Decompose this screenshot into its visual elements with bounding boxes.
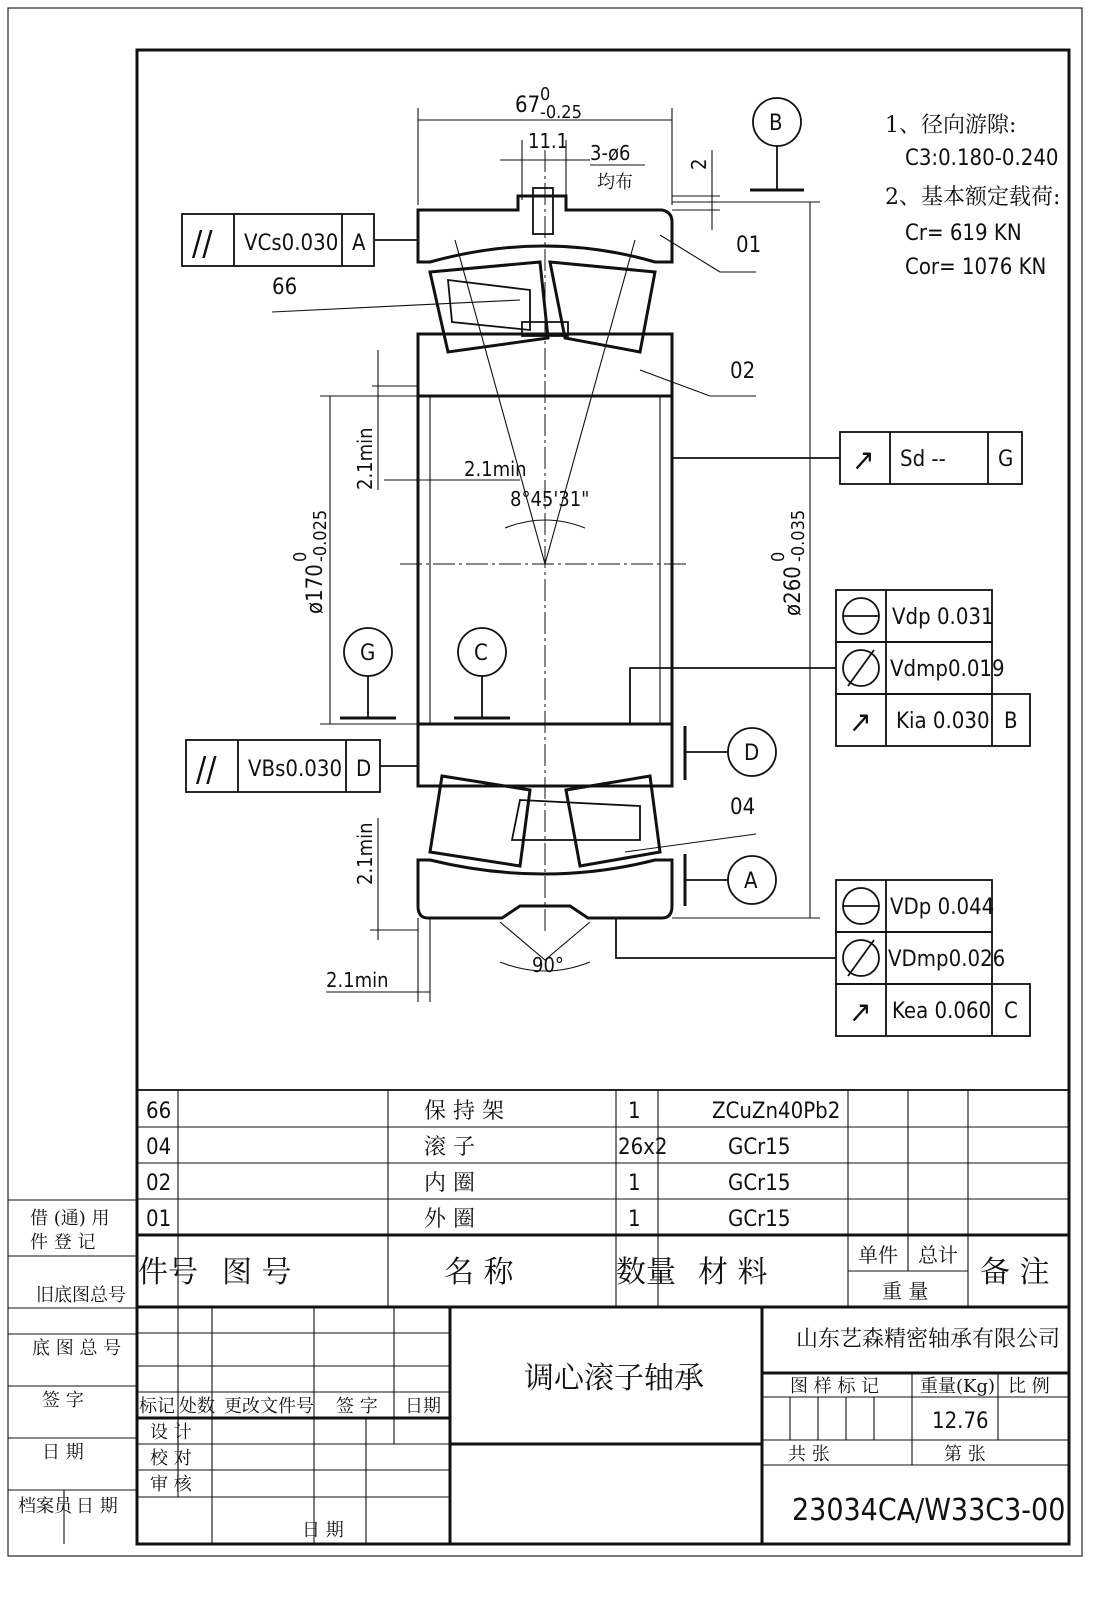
svg-text:02: 02 [146,1171,172,1196]
svg-text://: // [192,224,213,264]
label-02: 02 [730,359,756,384]
svg-text:签 字: 签 字 [336,1396,378,1417]
svg-text:Kea 0.060: Kea 0.060 [892,999,992,1024]
chamfer-dim-1: 2.1min [353,427,377,490]
svg-text://: // [196,750,217,790]
svg-text:备 注: 备 注 [980,1255,1050,1290]
svg-text:ZCuZn40Pb2: ZCuZn40Pb2 [712,1099,841,1124]
svg-text:日 期: 日 期 [76,1496,118,1517]
svg-text:材 料: 材 料 [698,1255,768,1290]
svg-text:Kia 0.030: Kia 0.030 [896,709,990,734]
svg-text:重量(Kg): 重量(Kg) [920,1376,996,1397]
svg-text:2、基本额定载荷:: 2、基本额定载荷: [885,185,1061,210]
svg-text:处数: 处数 [179,1396,215,1417]
svg-text:04: 04 [146,1135,172,1160]
svg-text:图 样 标 记: 图 样 标 记 [790,1376,880,1397]
left-column [8,1208,137,1544]
bom-row-1 [146,1099,840,1124]
svg-text:VDmp0.026: VDmp0.026 [888,947,1006,972]
svg-text:Cr= 619 KN: Cr= 619 KN [905,221,1022,246]
svg-text:件 登 记: 件 登 记 [30,1232,96,1253]
holes-dim: 3-ø6 [590,141,631,165]
svg-text:单件: 单件 [858,1243,898,1267]
svg-text:Vdp 0.031: Vdp 0.031 [892,605,994,630]
cage-bottom [512,800,640,840]
svg-text:C: C [474,641,488,666]
label-04: 04 [730,795,756,820]
svg-text:旧底图总号: 旧底图总号 [36,1285,126,1306]
svg-text:VDp 0.044: VDp 0.044 [890,895,995,920]
svg-text:底 图 总 号: 底 图 总 号 [32,1338,122,1359]
svg-text:C: C [1004,999,1018,1024]
svg-text:B: B [1004,709,1018,734]
svg-text:日 期: 日 期 [42,1442,84,1463]
svg-text:GCr15: GCr15 [728,1135,791,1160]
svg-text:G: G [360,641,376,666]
svg-text:Sd --: Sd -- [900,447,946,472]
drawing-number: 23034CA/W33C3-00 [792,1493,1066,1528]
svg-text:2: 2 [687,158,711,170]
svg-text:Vdmp0.019: Vdmp0.019 [890,657,1005,682]
chamfer-dim-2: 2.1min [464,457,527,481]
roller-bottom-right [566,776,660,866]
width-dim: 67 [515,93,541,118]
svg-text:B: B [769,111,783,136]
bom-header [138,1243,1050,1303]
svg-text:01: 01 [146,1207,172,1232]
svg-text:总计: 总计 [918,1243,958,1267]
svg-text:均布: 均布 [597,172,633,193]
svg-text:A: A [352,231,366,256]
svg-text:档案员: 档案员 [18,1496,72,1517]
svg-text:0: 0 [290,551,311,562]
svg-text:设 计: 设 计 [150,1422,192,1443]
svg-text:C3:0.180-0.240: C3:0.180-0.240 [905,146,1059,171]
tolerance-frames [182,214,1030,1036]
svg-text:名 称: 名 称 [444,1255,514,1290]
svg-text:1、径向游隙:: 1、径向游隙: [885,113,1017,138]
part-name: 调心滚子轴承 [524,1361,704,1396]
bore-dim: ø170 [303,564,328,614]
roller-top-right [550,262,655,352]
label-01: 01 [736,233,762,258]
svg-text:内 圈: 内 圈 [424,1171,475,1196]
svg-text:-0.035: -0.035 [788,509,809,562]
svg-text:借 (通) 用: 借 (通) 用 [30,1208,110,1229]
svg-text:26x2: 26x2 [618,1135,668,1160]
svg-text:日期: 日期 [405,1396,441,1417]
chamfer-dim-4: 2.1min [326,968,389,992]
company-name: 山东艺森精密轴承有限公司 [796,1327,1061,1352]
svg-text:Cor= 1076 KN: Cor= 1076 KN [905,255,1047,280]
svg-text:0: 0 [768,551,789,562]
svg-text:1: 1 [628,1171,641,1196]
svg-text:共 张: 共 张 [788,1444,830,1465]
svg-text:0: 0 [540,84,551,105]
svg-text:66: 66 [146,1099,172,1124]
bom-table [137,1090,1069,1307]
svg-text:审 核: 审 核 [150,1474,192,1495]
svg-text:数量: 数量 [616,1255,676,1290]
svg-text:标记: 标记 [139,1396,175,1417]
svg-text:外 圈: 外 圈 [424,1207,475,1232]
cage-top [448,280,530,330]
groove-angle-dim: 90° [532,953,564,977]
runout-icon-outer: ↗ [849,995,872,1030]
chamfer-dim-3: 2.1min [353,822,377,885]
svg-text:签 字: 签 字 [42,1390,84,1411]
angle-dim: 8°45'31" [510,487,590,511]
svg-text:图 号: 图 号 [222,1255,292,1290]
weight-value: 12.76 [932,1409,989,1434]
groove-width-dim: 11.1 [528,129,569,153]
bom-row-4 [146,1207,790,1232]
runout-icon: ↗ [849,705,872,740]
svg-text:更改文件号: 更改文件号 [224,1396,314,1417]
svg-text:GCr15: GCr15 [728,1207,791,1232]
label-66: 66 [272,275,298,300]
svg-text:A: A [744,869,758,894]
bom-row-3 [146,1171,790,1196]
svg-text:校 对: 校 对 [150,1448,192,1469]
svg-text:重 量: 重 量 [882,1279,929,1303]
title-block [137,1307,1069,1544]
bom-row-2 [146,1135,790,1160]
svg-text:比 例: 比 例 [1008,1376,1050,1397]
svg-text:↗: ↗ [852,443,875,478]
svg-text:D: D [356,757,372,782]
svg-text:1: 1 [628,1207,641,1232]
svg-text:-0.025: -0.025 [310,509,331,562]
svg-text:保 持 架: 保 持 架 [424,1099,504,1124]
svg-text:滚 子: 滚 子 [424,1135,475,1160]
bearing-section [400,150,690,971]
svg-text:日 期: 日 期 [302,1520,344,1541]
svg-text:D: D [744,741,760,766]
svg-text:1: 1 [628,1099,641,1124]
svg-text:VCs0.030: VCs0.030 [244,231,339,256]
svg-text:VBs0.030: VBs0.030 [248,757,343,782]
svg-text:G: G [998,447,1014,472]
svg-text:件号: 件号 [138,1255,198,1290]
technical-notes [885,113,1060,280]
svg-text:第 张: 第 张 [944,1444,986,1465]
od-dim: ø260 [781,566,806,616]
dimensions [290,84,820,1002]
svg-text:-0.25: -0.25 [540,102,582,123]
svg-text:GCr15: GCr15 [728,1171,791,1196]
